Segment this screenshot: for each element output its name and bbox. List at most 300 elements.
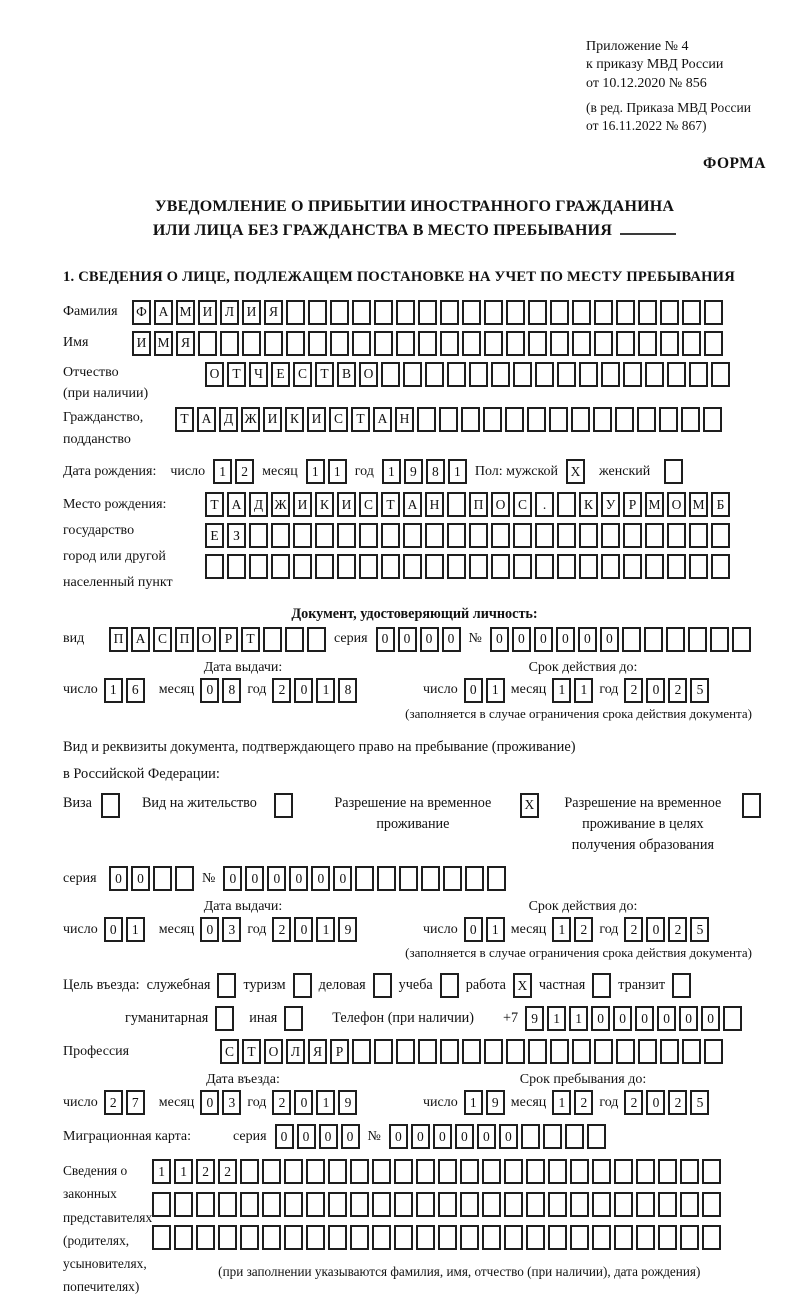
- firstname-cell[interactable]: [330, 331, 349, 356]
- birth-place-cell[interactable]: [403, 523, 422, 548]
- representative-cell[interactable]: [614, 1159, 633, 1184]
- birth-place-cell[interactable]: [425, 523, 444, 548]
- citizenship-cell[interactable]: [593, 407, 612, 432]
- birth-place-cell[interactable]: П: [469, 492, 488, 517]
- profession-cell[interactable]: [660, 1039, 679, 1064]
- representative-cell[interactable]: [240, 1192, 259, 1217]
- issue-day-cell[interactable]: 1: [104, 678, 123, 703]
- phone-digit-cell[interactable]: 0: [635, 1006, 654, 1031]
- representative-cell[interactable]: [372, 1225, 391, 1250]
- residence-number-cell[interactable]: 0: [311, 866, 330, 891]
- temp-residence-checkbox[interactable]: X: [520, 793, 539, 818]
- doc-kind-cell[interactable]: П: [175, 627, 194, 652]
- doc-number-cell[interactable]: 0: [512, 627, 531, 652]
- birth-year-cell[interactable]: 9: [404, 459, 423, 484]
- birth-place-cell[interactable]: З: [227, 523, 246, 548]
- firstname-cell[interactable]: [242, 331, 261, 356]
- representative-cell[interactable]: [196, 1225, 215, 1250]
- firstname-cell[interactable]: [198, 331, 217, 356]
- surname-cell[interactable]: [330, 300, 349, 325]
- patronymic-cell[interactable]: [557, 362, 576, 387]
- representative-cell[interactable]: [284, 1192, 303, 1217]
- expiry-day-cell[interactable]: 0: [464, 917, 483, 942]
- birth-place-cell[interactable]: [579, 554, 598, 579]
- profession-cell[interactable]: [638, 1039, 657, 1064]
- surname-cell[interactable]: [352, 300, 371, 325]
- citizenship-cell[interactable]: [505, 407, 524, 432]
- firstname-cell[interactable]: [704, 331, 723, 356]
- entry-year-cell[interactable]: 0: [294, 1090, 313, 1115]
- birth-place-cell[interactable]: Т: [205, 492, 224, 517]
- expiry-year-cell[interactable]: 0: [646, 917, 665, 942]
- firstname-cell[interactable]: [594, 331, 613, 356]
- birth-place-cell[interactable]: [469, 523, 488, 548]
- representative-cell[interactable]: [636, 1192, 655, 1217]
- representative-cell[interactable]: [262, 1192, 281, 1217]
- surname-cell[interactable]: [528, 300, 547, 325]
- surname-cell[interactable]: [396, 300, 415, 325]
- birth-place-cell[interactable]: [689, 523, 708, 548]
- representative-cell[interactable]: [240, 1159, 259, 1184]
- representative-cell[interactable]: [592, 1159, 611, 1184]
- representative-cell[interactable]: [218, 1225, 237, 1250]
- issue-year-cell[interactable]: 1: [316, 678, 335, 703]
- birth-place-cell[interactable]: Р: [623, 492, 642, 517]
- phone-digit-cell[interactable]: 1: [569, 1006, 588, 1031]
- birth-year-cell[interactable]: 8: [426, 459, 445, 484]
- stay-month-cell[interactable]: 1: [552, 1090, 571, 1115]
- profession-cell[interactable]: [682, 1039, 701, 1064]
- patronymic-cell[interactable]: [667, 362, 686, 387]
- citizenship-cell[interactable]: [439, 407, 458, 432]
- expiry-year-cell[interactable]: 5: [690, 917, 709, 942]
- birth-place-cell[interactable]: К: [579, 492, 598, 517]
- representative-cell[interactable]: [240, 1225, 259, 1250]
- firstname-cell[interactable]: [286, 331, 305, 356]
- representative-cell[interactable]: [416, 1192, 435, 1217]
- representative-cell[interactable]: [548, 1159, 567, 1184]
- doc-number-cell[interactable]: [710, 627, 729, 652]
- doc-kind-cell[interactable]: [285, 627, 304, 652]
- birth-place-cell[interactable]: О: [491, 492, 510, 517]
- firstname-cell[interactable]: [506, 331, 525, 356]
- representative-cell[interactable]: [680, 1225, 699, 1250]
- birth-place-cell[interactable]: [513, 554, 532, 579]
- profession-cell[interactable]: Я: [308, 1039, 327, 1064]
- patronymic-cell[interactable]: [425, 362, 444, 387]
- surname-cell[interactable]: М: [176, 300, 195, 325]
- birth-place-cell[interactable]: [337, 554, 356, 579]
- phone-digit-cell[interactable]: 0: [679, 1006, 698, 1031]
- expiry-year-cell[interactable]: 5: [690, 678, 709, 703]
- birth-place-cell[interactable]: А: [227, 492, 246, 517]
- representative-cell[interactable]: [174, 1225, 193, 1250]
- firstname-cell[interactable]: И: [132, 331, 151, 356]
- birth-place-cell[interactable]: С: [359, 492, 378, 517]
- birth-place-cell[interactable]: [513, 523, 532, 548]
- representative-cell[interactable]: [306, 1159, 325, 1184]
- representative-cell[interactable]: [262, 1159, 281, 1184]
- purpose-tourism-checkbox[interactable]: [293, 973, 312, 998]
- patronymic-cell[interactable]: Т: [227, 362, 246, 387]
- firstname-cell[interactable]: [572, 331, 591, 356]
- visa-checkbox[interactable]: [101, 793, 120, 818]
- issue-day-cell[interactable]: 6: [126, 678, 145, 703]
- birth-place-cell[interactable]: [601, 554, 620, 579]
- residence-number-cell[interactable]: 0: [223, 866, 242, 891]
- representative-cell[interactable]: [350, 1225, 369, 1250]
- doc-series-cell[interactable]: 0: [420, 627, 439, 652]
- representative-cell[interactable]: [284, 1225, 303, 1250]
- doc-number-cell[interactable]: 0: [578, 627, 597, 652]
- patronymic-cell[interactable]: [645, 362, 664, 387]
- birth-place-cell[interactable]: Д: [249, 492, 268, 517]
- birth-place-cell[interactable]: М: [645, 492, 664, 517]
- representative-cell[interactable]: [372, 1159, 391, 1184]
- citizenship-cell[interactable]: [417, 407, 436, 432]
- birth-place-cell[interactable]: Е: [205, 523, 224, 548]
- citizenship-cell[interactable]: К: [285, 407, 304, 432]
- doc-kind-cell[interactable]: Т: [241, 627, 260, 652]
- birth-day-cell[interactable]: 1: [213, 459, 232, 484]
- entry-year-cell[interactable]: 9: [338, 1090, 357, 1115]
- representative-cell[interactable]: 1: [152, 1159, 171, 1184]
- representative-cell[interactable]: [284, 1159, 303, 1184]
- doc-kind-cell[interactable]: [307, 627, 326, 652]
- birth-place-cell[interactable]: [601, 523, 620, 548]
- representative-cell[interactable]: [548, 1192, 567, 1217]
- stay-day-cell[interactable]: 9: [486, 1090, 505, 1115]
- patronymic-cell[interactable]: О: [205, 362, 224, 387]
- representative-cell[interactable]: [526, 1225, 545, 1250]
- representative-cell[interactable]: [526, 1192, 545, 1217]
- birth-place-cell[interactable]: Ж: [271, 492, 290, 517]
- representative-cell[interactable]: [328, 1225, 347, 1250]
- representative-cell[interactable]: [218, 1192, 237, 1217]
- entry-month-cell[interactable]: 0: [200, 1090, 219, 1115]
- phone-digit-cell[interactable]: 0: [657, 1006, 676, 1031]
- citizenship-cell[interactable]: [549, 407, 568, 432]
- issue-month-cell[interactable]: 0: [200, 917, 219, 942]
- firstname-cell[interactable]: Я: [176, 331, 195, 356]
- stay-year-cell[interactable]: 2: [624, 1090, 643, 1115]
- migration-number-cell[interactable]: [543, 1124, 562, 1149]
- representative-cell[interactable]: [636, 1225, 655, 1250]
- surname-cell[interactable]: [550, 300, 569, 325]
- surname-cell[interactable]: [704, 300, 723, 325]
- issue-year-cell[interactable]: 0: [294, 917, 313, 942]
- citizenship-cell[interactable]: [483, 407, 502, 432]
- doc-number-cell[interactable]: [666, 627, 685, 652]
- citizenship-cell[interactable]: [637, 407, 656, 432]
- birth-place-cell[interactable]: [381, 554, 400, 579]
- representative-cell[interactable]: [306, 1225, 325, 1250]
- representative-cell[interactable]: [372, 1192, 391, 1217]
- surname-cell[interactable]: [638, 300, 657, 325]
- firstname-cell[interactable]: [462, 331, 481, 356]
- sex-male-checkbox[interactable]: X: [566, 459, 585, 484]
- representative-cell[interactable]: [570, 1225, 589, 1250]
- residence-series-cell[interactable]: [153, 866, 172, 891]
- profession-cell[interactable]: [396, 1039, 415, 1064]
- surname-cell[interactable]: [506, 300, 525, 325]
- expiry-year-cell[interactable]: 2: [668, 917, 687, 942]
- representative-cell[interactable]: [196, 1192, 215, 1217]
- birth-place-cell[interactable]: [491, 554, 510, 579]
- citizenship-cell[interactable]: С: [329, 407, 348, 432]
- patronymic-cell[interactable]: Т: [315, 362, 334, 387]
- stay-day-cell[interactable]: 1: [464, 1090, 483, 1115]
- expiry-day-cell[interactable]: 1: [486, 917, 505, 942]
- representative-cell[interactable]: [504, 1225, 523, 1250]
- birth-place-cell[interactable]: [579, 523, 598, 548]
- migration-number-cell[interactable]: [521, 1124, 540, 1149]
- birth-place-cell[interactable]: [425, 554, 444, 579]
- birth-month-cell[interactable]: 1: [328, 459, 347, 484]
- residence-number-cell[interactable]: [399, 866, 418, 891]
- birth-year-cell[interactable]: 1: [382, 459, 401, 484]
- representative-cell[interactable]: [614, 1192, 633, 1217]
- representative-cell[interactable]: [504, 1192, 523, 1217]
- birth-place-cell[interactable]: [667, 523, 686, 548]
- residence-number-cell[interactable]: [355, 866, 374, 891]
- entry-year-cell[interactable]: 2: [272, 1090, 291, 1115]
- issue-year-cell[interactable]: 8: [338, 678, 357, 703]
- purpose-work-checkbox[interactable]: X: [513, 973, 532, 998]
- profession-cell[interactable]: [374, 1039, 393, 1064]
- entry-day-cell[interactable]: 2: [104, 1090, 123, 1115]
- birth-place-cell[interactable]: К: [315, 492, 334, 517]
- expiry-month-cell[interactable]: 1: [574, 678, 593, 703]
- birth-place-cell[interactable]: [271, 523, 290, 548]
- doc-number-cell[interactable]: [622, 627, 641, 652]
- birth-place-cell[interactable]: О: [667, 492, 686, 517]
- expiry-day-cell[interactable]: 1: [486, 678, 505, 703]
- residence-number-cell[interactable]: 0: [267, 866, 286, 891]
- issue-year-cell[interactable]: 2: [272, 678, 291, 703]
- citizenship-cell[interactable]: И: [307, 407, 326, 432]
- representative-cell[interactable]: [460, 1159, 479, 1184]
- representative-cell[interactable]: [636, 1159, 655, 1184]
- residence-number-cell[interactable]: 0: [245, 866, 264, 891]
- birth-place-cell[interactable]: А: [403, 492, 422, 517]
- doc-kind-cell[interactable]: [263, 627, 282, 652]
- firstname-cell[interactable]: [220, 331, 239, 356]
- birth-place-cell[interactable]: [557, 554, 576, 579]
- surname-cell[interactable]: Я: [264, 300, 283, 325]
- issue-year-cell[interactable]: 9: [338, 917, 357, 942]
- phone-digit-cell[interactable]: 9: [525, 1006, 544, 1031]
- expiry-day-cell[interactable]: 0: [464, 678, 483, 703]
- migration-number-cell[interactable]: [565, 1124, 584, 1149]
- representative-cell[interactable]: [658, 1192, 677, 1217]
- representative-cell[interactable]: [174, 1192, 193, 1217]
- citizenship-cell[interactable]: [527, 407, 546, 432]
- firstname-cell[interactable]: [550, 331, 569, 356]
- doc-series-cell[interactable]: 0: [376, 627, 395, 652]
- birth-year-cell[interactable]: 1: [448, 459, 467, 484]
- birth-place-cell[interactable]: [293, 523, 312, 548]
- temp-residence-edu-checkbox[interactable]: [742, 793, 761, 818]
- birth-place-cell[interactable]: [711, 523, 730, 548]
- patronymic-cell[interactable]: [513, 362, 532, 387]
- representative-cell[interactable]: [394, 1192, 413, 1217]
- birth-place-cell[interactable]: С: [513, 492, 532, 517]
- representative-cell[interactable]: [350, 1192, 369, 1217]
- residence-series-cell[interactable]: [175, 866, 194, 891]
- surname-cell[interactable]: Л: [220, 300, 239, 325]
- surname-cell[interactable]: [682, 300, 701, 325]
- profession-cell[interactable]: [572, 1039, 591, 1064]
- surname-cell[interactable]: [374, 300, 393, 325]
- doc-kind-cell[interactable]: А: [131, 627, 150, 652]
- birth-place-cell[interactable]: И: [337, 492, 356, 517]
- surname-cell[interactable]: [286, 300, 305, 325]
- patronymic-cell[interactable]: О: [359, 362, 378, 387]
- purpose-transit-checkbox[interactable]: [672, 973, 691, 998]
- patronymic-cell[interactable]: С: [293, 362, 312, 387]
- representative-cell[interactable]: [438, 1225, 457, 1250]
- doc-number-cell[interactable]: [644, 627, 663, 652]
- expiry-year-cell[interactable]: 2: [624, 678, 643, 703]
- birth-place-cell[interactable]: [491, 523, 510, 548]
- birth-place-cell[interactable]: [293, 554, 312, 579]
- profession-cell[interactable]: О: [264, 1039, 283, 1064]
- migration-series-cell[interactable]: 0: [275, 1124, 294, 1149]
- surname-cell[interactable]: [616, 300, 635, 325]
- patronymic-cell[interactable]: [623, 362, 642, 387]
- representative-cell[interactable]: 2: [196, 1159, 215, 1184]
- surname-cell[interactable]: И: [242, 300, 261, 325]
- migration-number-cell[interactable]: 0: [411, 1124, 430, 1149]
- doc-number-cell[interactable]: 0: [556, 627, 575, 652]
- patronymic-cell[interactable]: [403, 362, 422, 387]
- issue-year-cell[interactable]: 2: [272, 917, 291, 942]
- representative-cell[interactable]: [152, 1225, 171, 1250]
- patronymic-cell[interactable]: [579, 362, 598, 387]
- firstname-cell[interactable]: [308, 331, 327, 356]
- patronymic-cell[interactable]: [491, 362, 510, 387]
- representative-cell[interactable]: [702, 1225, 721, 1250]
- firstname-cell[interactable]: [528, 331, 547, 356]
- patronymic-cell[interactable]: [601, 362, 620, 387]
- birth-place-cell[interactable]: Н: [425, 492, 444, 517]
- birth-day-cell[interactable]: 2: [235, 459, 254, 484]
- surname-cell[interactable]: [308, 300, 327, 325]
- birth-place-cell[interactable]: У: [601, 492, 620, 517]
- representative-cell[interactable]: [482, 1159, 501, 1184]
- migration-number-cell[interactable]: 0: [455, 1124, 474, 1149]
- residence-number-cell[interactable]: [377, 866, 396, 891]
- citizenship-cell[interactable]: Д: [219, 407, 238, 432]
- migration-number-cell[interactable]: 0: [389, 1124, 408, 1149]
- representative-cell[interactable]: [504, 1159, 523, 1184]
- representative-cell[interactable]: [658, 1225, 677, 1250]
- birth-place-cell[interactable]: М: [689, 492, 708, 517]
- citizenship-cell[interactable]: [461, 407, 480, 432]
- expiry-year-cell[interactable]: 2: [668, 678, 687, 703]
- issue-month-cell[interactable]: 8: [222, 678, 241, 703]
- phone-digit-cell[interactable]: [723, 1006, 742, 1031]
- birth-place-cell[interactable]: [359, 523, 378, 548]
- birth-place-cell[interactable]: [381, 523, 400, 548]
- citizenship-cell[interactable]: А: [373, 407, 392, 432]
- profession-cell[interactable]: [484, 1039, 503, 1064]
- surname-cell[interactable]: [462, 300, 481, 325]
- representative-cell[interactable]: [548, 1225, 567, 1250]
- citizenship-cell[interactable]: [571, 407, 590, 432]
- birth-place-cell[interactable]: [315, 554, 334, 579]
- birth-place-cell[interactable]: [469, 554, 488, 579]
- birth-place-cell[interactable]: [645, 523, 664, 548]
- birth-month-cell[interactable]: 1: [306, 459, 325, 484]
- issue-year-cell[interactable]: 1: [316, 917, 335, 942]
- birth-place-cell[interactable]: [535, 554, 554, 579]
- birth-place-cell[interactable]: Т: [381, 492, 400, 517]
- birth-place-cell[interactable]: [249, 554, 268, 579]
- residence-number-cell[interactable]: [465, 866, 484, 891]
- doc-number-cell[interactable]: 0: [534, 627, 553, 652]
- representative-cell[interactable]: [460, 1225, 479, 1250]
- sex-female-checkbox[interactable]: [664, 459, 683, 484]
- phone-digit-cell[interactable]: 1: [547, 1006, 566, 1031]
- doc-number-cell[interactable]: 0: [490, 627, 509, 652]
- residence-number-cell[interactable]: [421, 866, 440, 891]
- firstname-cell[interactable]: [418, 331, 437, 356]
- representative-cell[interactable]: [438, 1192, 457, 1217]
- surname-cell[interactable]: [660, 300, 679, 325]
- birth-place-cell[interactable]: [689, 554, 708, 579]
- residence-series-cell[interactable]: 0: [109, 866, 128, 891]
- surname-cell[interactable]: И: [198, 300, 217, 325]
- doc-number-cell[interactable]: [688, 627, 707, 652]
- entry-day-cell[interactable]: 7: [126, 1090, 145, 1115]
- residence-number-cell[interactable]: 0: [289, 866, 308, 891]
- birth-place-cell[interactable]: [557, 523, 576, 548]
- representative-cell[interactable]: [592, 1225, 611, 1250]
- birth-place-cell[interactable]: [205, 554, 224, 579]
- issue-month-cell[interactable]: 3: [222, 917, 241, 942]
- profession-cell[interactable]: [352, 1039, 371, 1064]
- profession-cell[interactable]: [616, 1039, 635, 1064]
- patronymic-cell[interactable]: Е: [271, 362, 290, 387]
- representative-cell[interactable]: [438, 1159, 457, 1184]
- representative-cell[interactable]: [328, 1192, 347, 1217]
- citizenship-cell[interactable]: И: [263, 407, 282, 432]
- birth-place-cell[interactable]: [403, 554, 422, 579]
- doc-kind-cell[interactable]: Р: [219, 627, 238, 652]
- migration-number-cell[interactable]: 0: [499, 1124, 518, 1149]
- stay-year-cell[interactable]: 0: [646, 1090, 665, 1115]
- birth-place-cell[interactable]: [711, 554, 730, 579]
- surname-cell[interactable]: А: [154, 300, 173, 325]
- firstname-cell[interactable]: [352, 331, 371, 356]
- representative-cell[interactable]: [306, 1192, 325, 1217]
- purpose-study-checkbox[interactable]: [440, 973, 459, 998]
- birth-place-cell[interactable]: [447, 523, 466, 548]
- profession-cell[interactable]: [462, 1039, 481, 1064]
- birth-place-cell[interactable]: [271, 554, 290, 579]
- representative-cell[interactable]: [570, 1159, 589, 1184]
- representative-cell[interactable]: [262, 1225, 281, 1250]
- phone-digit-cell[interactable]: 0: [613, 1006, 632, 1031]
- firstname-cell[interactable]: [396, 331, 415, 356]
- citizenship-cell[interactable]: Т: [175, 407, 194, 432]
- representative-cell[interactable]: [416, 1225, 435, 1250]
- birth-place-cell[interactable]: [315, 523, 334, 548]
- migration-series-cell[interactable]: 0: [319, 1124, 338, 1149]
- residence-series-cell[interactable]: 0: [131, 866, 150, 891]
